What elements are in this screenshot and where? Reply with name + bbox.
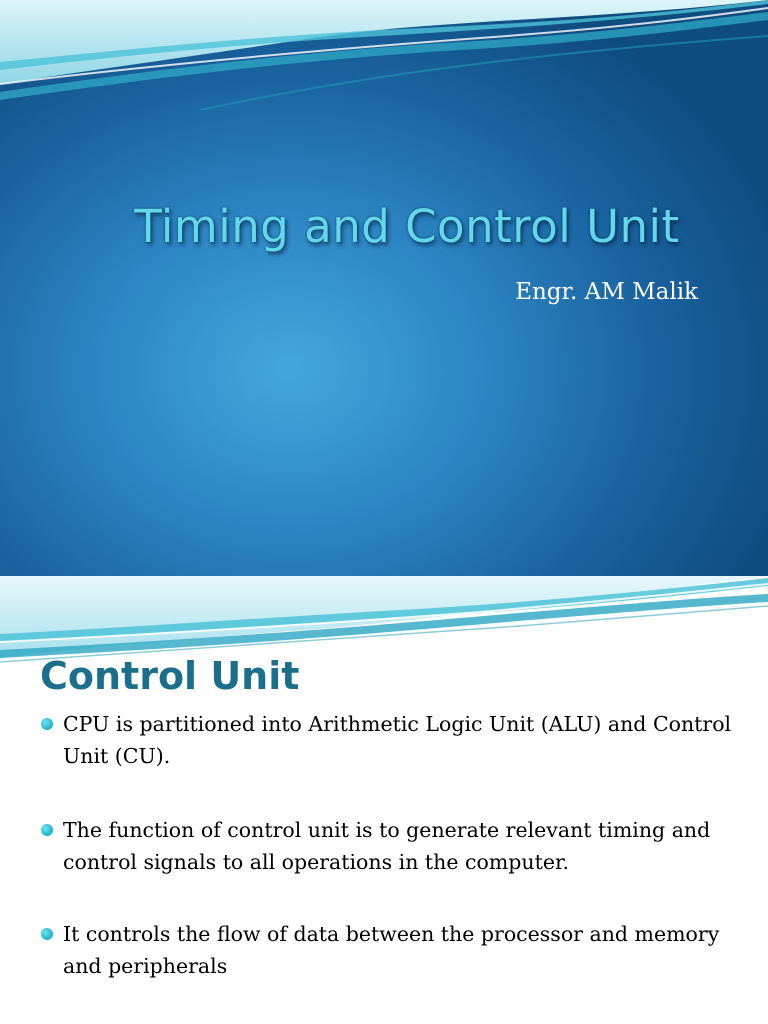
bullet-text: CPU is partitioned into Arithmetic Logic Unit (ALU) and Control Unit (CU).	[63, 712, 732, 768]
slide-subtitle: Engr. AM Malik	[515, 279, 698, 305]
slide-heading: Control Unit	[40, 654, 300, 698]
content-slide	[0, 576, 768, 1024]
wave-decoration-top	[0, 0, 768, 110]
wave-decoration-header	[0, 576, 768, 666]
bullet-dot-icon	[41, 928, 53, 940]
bullet-dot-icon	[41, 718, 53, 730]
bullet-text: The function of control unit is to generate relevant timing and control signals to all operations in the computer.	[63, 818, 711, 874]
bullet-dot-icon	[41, 824, 53, 836]
slide-title: Timing and Control Unit	[134, 200, 680, 253]
bullet-text: It controls the flow of data between the processor and memory and peripherals	[63, 922, 720, 978]
